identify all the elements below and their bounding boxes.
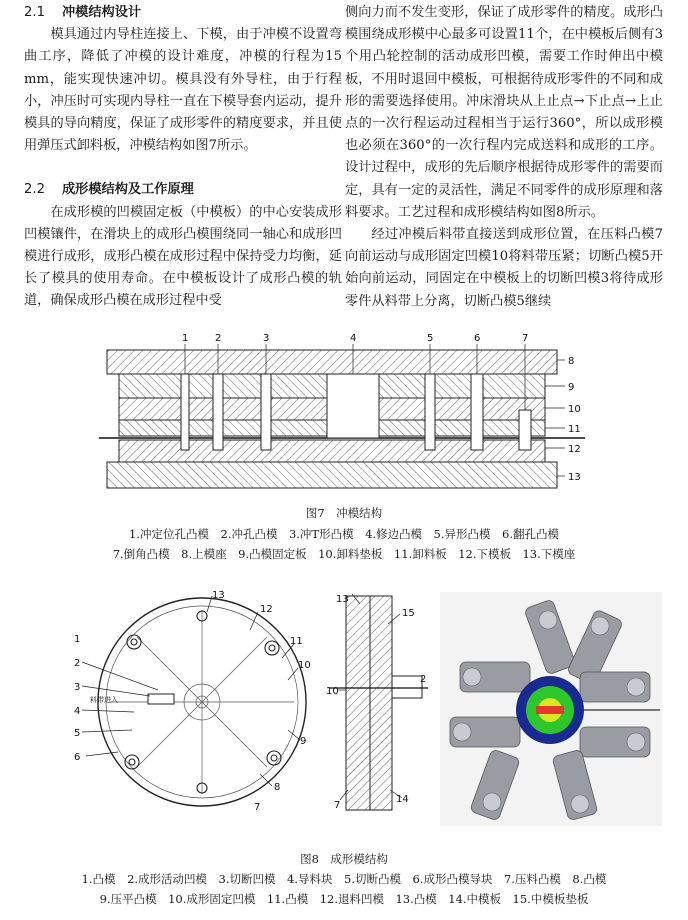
figure-8-plan-view (62, 590, 312, 820)
fig8-section-label-7: 7 (334, 800, 341, 811)
fig8-plan-label-7: 7 (254, 802, 261, 813)
fig7-label-10: 10 (568, 404, 581, 415)
fig7-label-3: 3 (263, 333, 270, 344)
figure-8-section-view (326, 590, 430, 820)
fig8-plan-label-12: 12 (260, 604, 273, 615)
fig8-plan-label-3: 3 (74, 682, 81, 693)
figure-8-legend (0, 869, 688, 909)
fig7-label-5: 5 (427, 333, 434, 344)
fig8-plan-label-9: 9 (300, 736, 307, 747)
fig7-label-9: 9 (568, 382, 575, 393)
fig7-label-4: 4 (350, 333, 357, 344)
figure-8-legend-line-2: 9.压平凸模 10.成形固定凹模 11.凸模 12.退料凹模 13.凸模 14.中模板 15.中模板垫板 (99, 892, 589, 906)
fig7-label-12: 12 (568, 444, 581, 455)
fig8-section-label-13: 13 (336, 594, 349, 605)
fig8-plan-label-6: 6 (74, 752, 81, 763)
right-paragraph-1: 侧向力而不发生变形，保证了成形零件的精度。成形凸模围绕成形模中心最多可设置11个，在中模板后侧有3个用凸轮控制的活动成形凹模，需要工作时伸出中模板，不用时退回中模板，可根据待成形零件的不同和成形的需要选择使用。冲床滑块从上止点→下止点→上止点的一次行程运动过程相当于运行360°，所以成形模也必须在360°的一次行程内完成送料和成形的工序。设计过程中，成形的先后顺序根据待成形零件的需要而定，具有一定的灵活性，满足不同零件的成形原理和落料要求。工艺过程和成形模结构如图8所示。 (345, 5, 663, 220)
fig7-label-2: 2 (215, 333, 222, 344)
section-2-1-body: 模具通过内导柱连接上、下模，由于冲模不设置弯曲工序，降低了冲模的设计难度，冲模的行程为15 mm，能实现快速冲切。模具没有外导柱，由于行程小，冲压时可实现内导柱一直在下模导套内运动，提升模具的导向精度，保证了成形零件的精度要求，并且使用弹压式卸料板，冲模结构如图7所示。 (24, 27, 342, 154)
fig8-plan-label-1: 1 (74, 634, 81, 645)
fig7-label-13: 13 (568, 472, 581, 483)
figure-7-legend (0, 524, 688, 564)
fig8-plan-label-8: 8 (274, 782, 281, 793)
middle-plate (346, 596, 370, 810)
fig8-section-label-14: 14 (396, 794, 409, 805)
upper-die-base (107, 350, 557, 374)
fig8-section-label-10: 10 (326, 686, 339, 697)
right-column (345, 2, 663, 313)
middle-plate-backing (370, 596, 392, 810)
fig8-plan-label-5: 5 (74, 728, 81, 739)
section-2-2-heading: 2.2 成形模结构及工作原理 (24, 182, 194, 198)
fig7-label-6: 6 (474, 333, 481, 344)
section-2-1-heading: 2.1 冲模结构设计 (24, 5, 142, 20)
figure-7-punch-die-drawing (95, 330, 595, 502)
fig8-plan-label-2: 2 (74, 658, 81, 669)
fig8-section-label-15: 15 (402, 608, 415, 619)
fig7-label-1: 1 (182, 333, 189, 344)
figure-7-legend-line-1: 1.冲定位孔凸模 2.冲孔凸模 3.冲T形凸模 4.修边凸模 5.异形凸模 6.翻孔凸模 (129, 527, 559, 541)
figure-8-3d-render (440, 592, 662, 826)
feed-strip-guide (148, 694, 174, 704)
left-column (24, 2, 342, 313)
section-2-2-body: 在成形模的凹模固定板（中模板）的中心安装成形凹模镶件，在滑块上的成形凸模围绕同一轴心和成形凹模进行成形，成形凸模在成形过程中保持受力均衡，延长了模具的使用寿命。在中模板设计了成形凸模的轨道，确保成形凸模在成形过程中受 (24, 204, 342, 309)
fig8-section-label-2: 2 (420, 674, 427, 685)
figure-8-legend-line-1: 1.凸模 2.成形活动凹模 3.切断凹模 4.导料块 5.切断凸模 6.成形凸模导块 7.压料凸模 8.凸模 (81, 872, 607, 886)
lower-die-base (107, 462, 557, 488)
figure-7-caption: 图7 冲模结构 (305, 506, 383, 520)
figure-7-legend-line-2: 7.倒角凸模 8.上模座 9.凸模固定板 10.卸料垫板 11.卸料板 12.下模板 13.下模座 (112, 547, 576, 561)
fig8-plan-label-11: 11 (290, 636, 303, 647)
fig8-plan-label-13: 13 (212, 590, 225, 601)
fig8-feed-label: 料带进入 (90, 696, 118, 704)
figure-8-caption: 图8 成形模结构 (300, 852, 388, 866)
fig7-label-8: 8 (568, 356, 575, 367)
fig8-plan-label-10: 10 (298, 660, 311, 671)
right-paragraph-2: 经过冲模后料带直接送到成形位置，在压料凸模7向前运动与成形固定凹模10将料带压紧；切断凸模5开始向前运动，同固定在中模板上的切断凹模3将待成形零件从料带上分离，切断凸模5继续 (345, 227, 663, 309)
fig8-plan-label-4: 4 (74, 706, 81, 717)
fig7-label-7: 7 (522, 333, 529, 344)
fig7-label-11: 11 (568, 424, 581, 435)
